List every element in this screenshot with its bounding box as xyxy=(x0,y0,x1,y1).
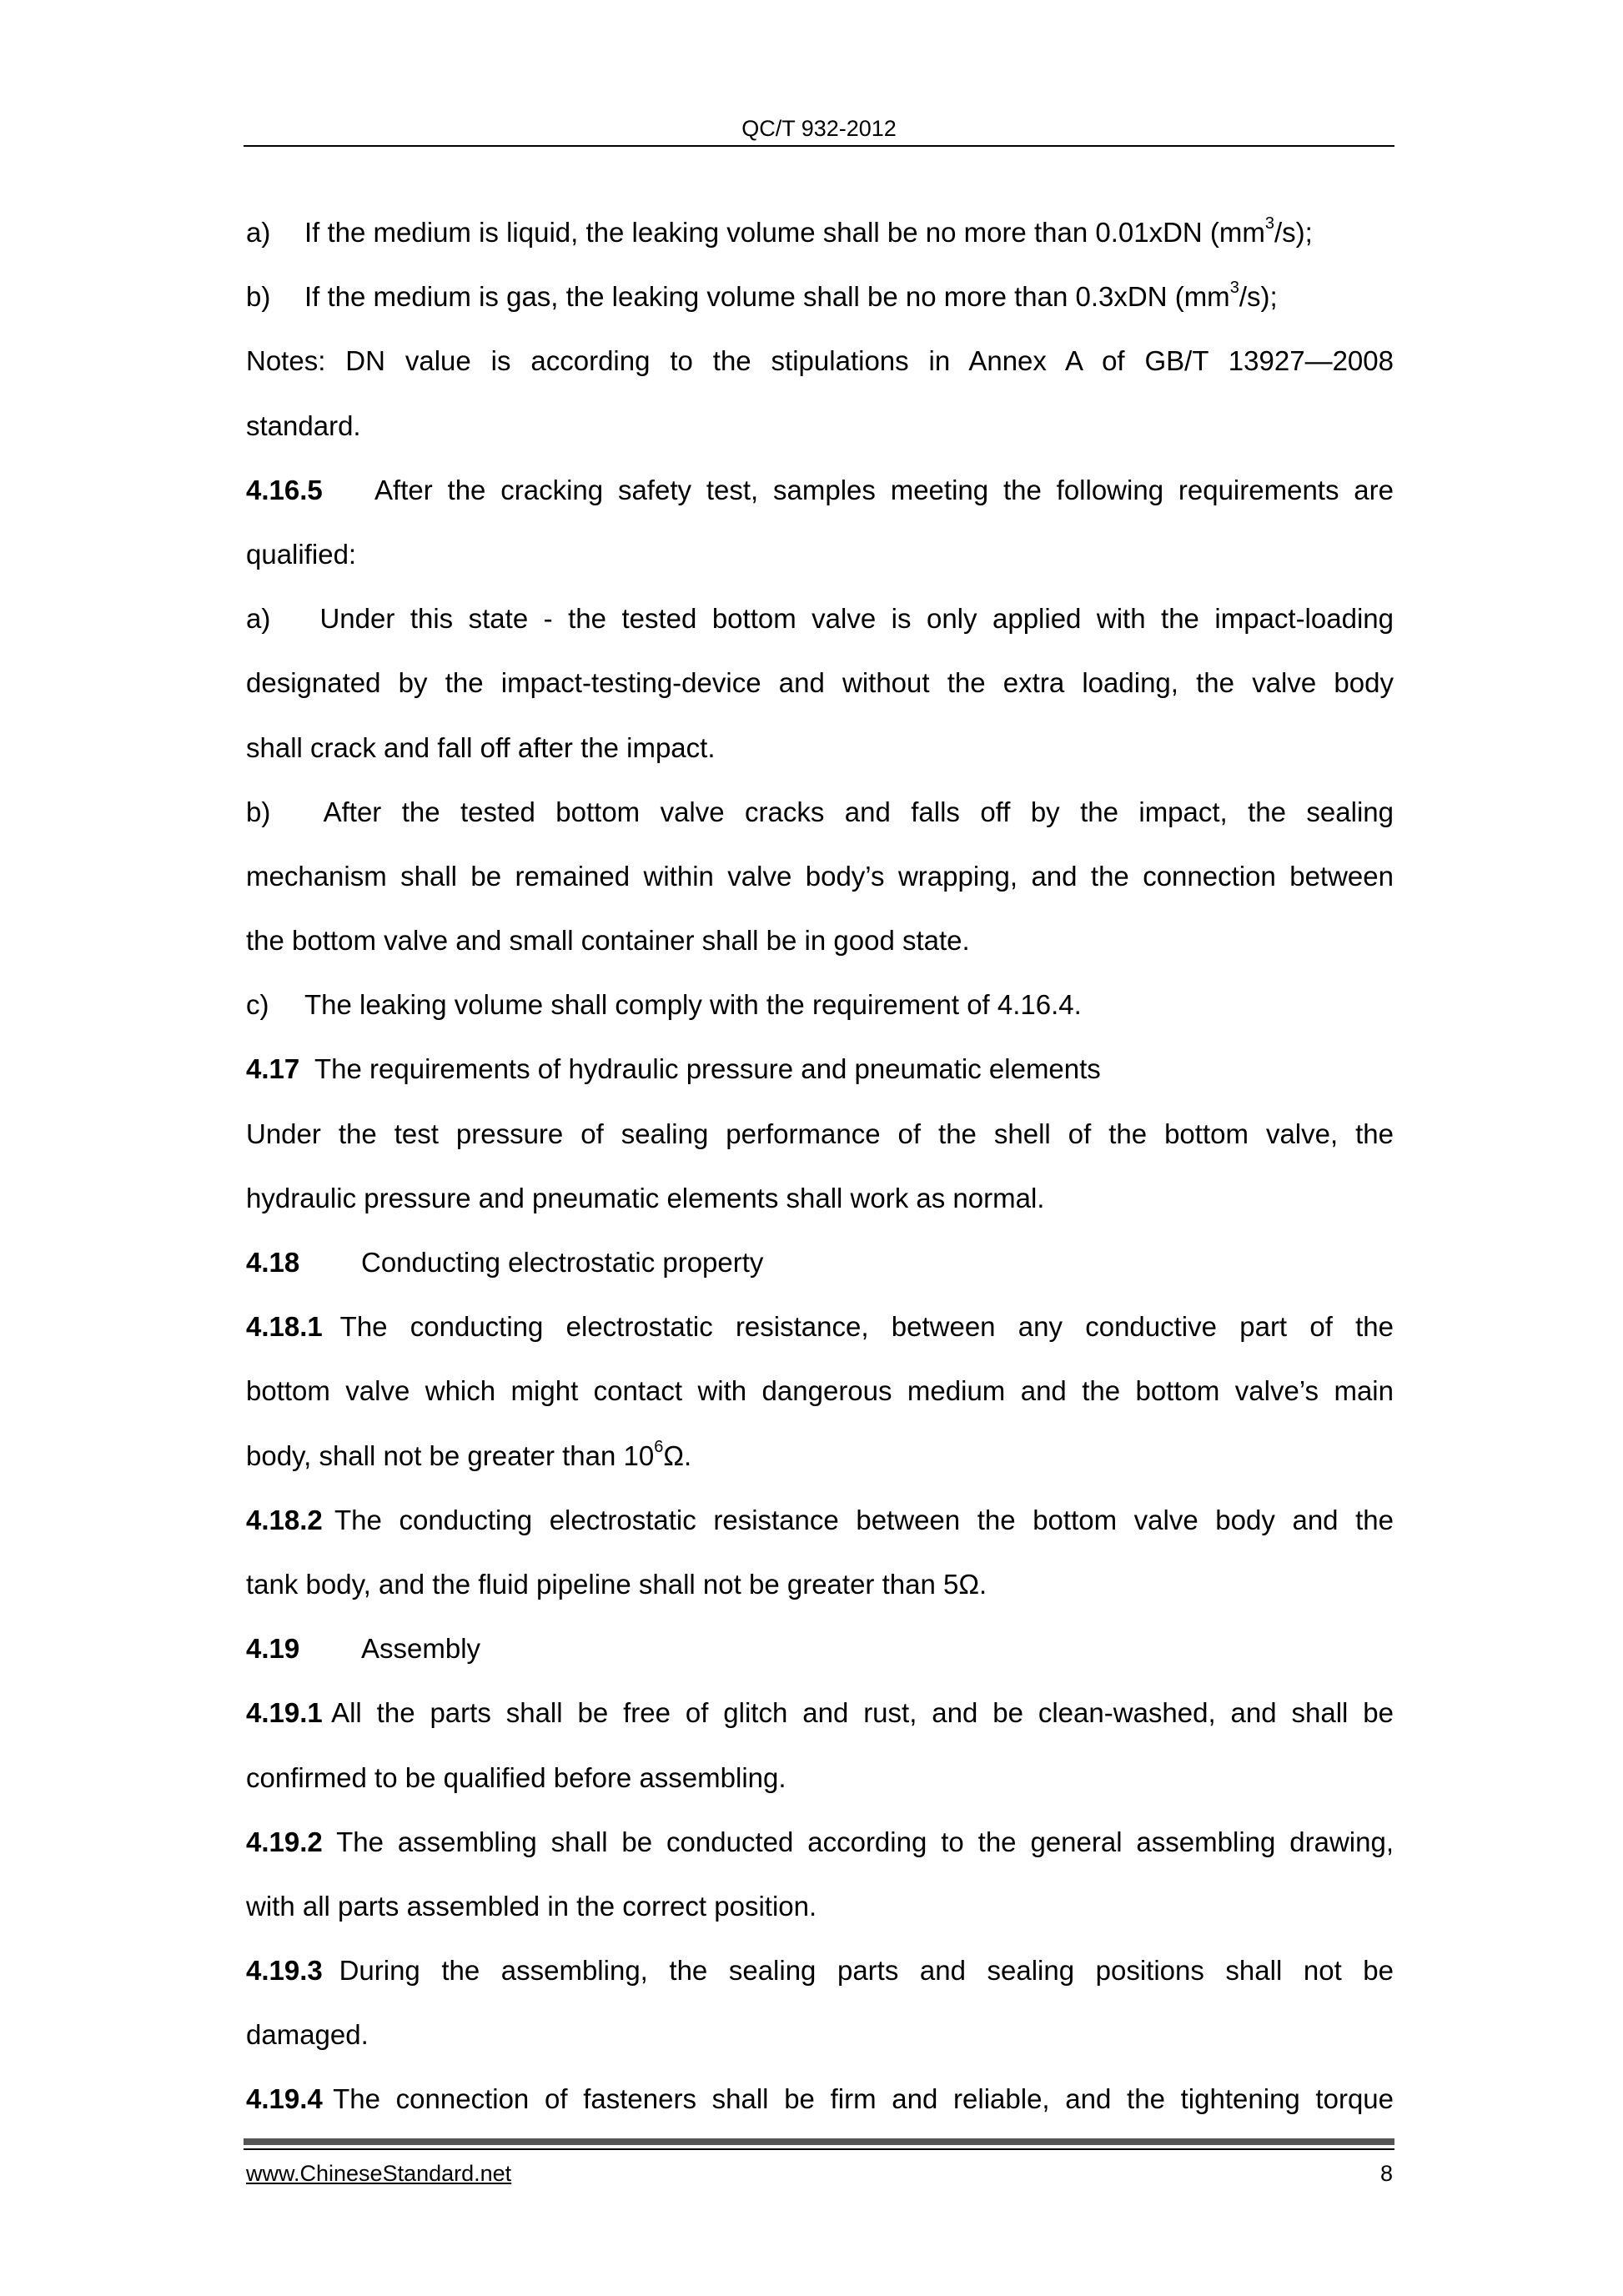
item-label: b) xyxy=(246,281,271,313)
body-text xyxy=(246,200,1394,2132)
clause-number: 4.18.2 xyxy=(246,1504,323,1535)
paragraph-line: Under the test pressure of sealing performance of the shell of the bottom valve, the xyxy=(246,1118,1394,1149)
paragraph-line: designated by the impact-testing-device and without the extra loading, the valve body xyxy=(246,667,1394,699)
clause-4-18-1: 4.18.1 The conducting electrostatic resistance, between any conductive part of the xyxy=(246,1294,1394,1359)
paragraph-line: qualified: xyxy=(246,538,357,570)
list-item-a: a) If the medium is liquid, the leaking volume shall be no more than 0.01xDN $(mm^3/s)$; xyxy=(246,200,1394,264)
clause-4-19-4: 4.19.4 The connection of fasteners shall be firm and reliable, and the tightening torque xyxy=(246,2067,1394,2131)
list-item-c: c) The leaking volume shall comply with the requirement of 4.16.4. xyxy=(246,972,1394,1037)
paragraph-line: shall crack and fall off after the impact. xyxy=(246,731,716,763)
paragraph-line: the bottom valve and small container shall be in good state. xyxy=(246,925,970,957)
paragraph-line: bottom valve which might contact with dangerous medium and the bottom valve’s main xyxy=(246,1375,1394,1407)
clause-number: 4.16.5 xyxy=(246,474,323,505)
clause-4-18: 4.18 Conducting electrostatic property xyxy=(246,1230,1394,1294)
clause-number: 4.19.4 xyxy=(246,2083,323,2115)
clause-number: 4.19.3 xyxy=(246,1955,323,1987)
clause-number: 4.19.2 xyxy=(246,1826,323,1857)
clause-number: 4.17 xyxy=(246,1053,300,1085)
paragraph-line: damaged. xyxy=(246,2019,369,2051)
clause-4-19: 4.19 Assembly xyxy=(246,1616,1394,1681)
page-header xyxy=(244,100,1394,147)
note-line: standard. xyxy=(246,409,361,441)
clause-4-18-2: 4.18.2 The conducting electrostatic resistance between the bottom valve body and the xyxy=(246,1488,1394,1552)
paragraph-line: confirmed to be qualified before assembling. xyxy=(246,1761,786,1793)
clause-4-19-2: 4.19.2 The assembling shall be conducted according to the general assembling drawing, xyxy=(246,1826,1394,1857)
item-label: b) xyxy=(246,796,271,827)
clause-4-16-5: 4.16.5 After the cracking safety test, samples meeting the following requirements are xyxy=(246,458,1394,522)
paragraph-line: with all parts assembled in the correct position. xyxy=(246,1890,817,1922)
item-label: c) xyxy=(246,989,269,1021)
list-item-a: a) Under this state - the tested bottom valve is only applied with the impact-loading xyxy=(246,586,1394,651)
header-rule xyxy=(244,145,1394,147)
note-line: Notes: DN value is according to the stipulations in Annex A of GB/T 13927—2008 xyxy=(246,345,1394,377)
clause-4-19-1: 4.19.1 All the parts shall be free of glitch and rust, and be clean-washed, and shall be xyxy=(246,1681,1394,1745)
list-item-b: b) If the medium is gas, the leaking volume shall be no more than 0.3xDN $(mm^3/s)$; xyxy=(246,264,1394,329)
item-label: a) xyxy=(246,603,271,635)
clause-number: 4.19.1 xyxy=(246,1697,323,1729)
clause-number: 4.18 xyxy=(246,1247,300,1278)
footer-link[interactable]: www.ChineseStandard.net xyxy=(246,2161,512,2186)
clause-4-19-3: 4.19.3 During the assembling, the sealing parts and sealing positions shall not be xyxy=(246,1938,1394,2002)
list-item-b: b) After the tested bottom valve cracks and falls off by the impact, the sealing xyxy=(246,780,1394,844)
paragraph-line: hydraulic pressure and pneumatic elements shall work as normal. xyxy=(246,1182,1045,1213)
clause-number: 4.18.1 xyxy=(246,1311,323,1343)
clause-4-17: 4.17 The requirements of hydraulic pressure and pneumatic elements xyxy=(246,1053,1101,1085)
footer-rule xyxy=(244,2138,1394,2145)
standard-code: QC/T 932-2012 xyxy=(741,116,897,141)
clause-number: 4.19 xyxy=(246,1633,300,1665)
footer-rule xyxy=(244,2148,1394,2150)
paragraph-line: mechanism shall be remained within valve body’s wrapping, and the connection between xyxy=(246,860,1394,892)
paragraph-line: tank body, and the fluid pipeline shall not be greater than 5Ω. xyxy=(246,1568,987,1600)
paragraph-line: body, shall not be greater than $10^6\Omega$. xyxy=(246,1437,692,1471)
page-number: 8 xyxy=(1379,2161,1393,2186)
item-label: a) xyxy=(246,217,271,248)
